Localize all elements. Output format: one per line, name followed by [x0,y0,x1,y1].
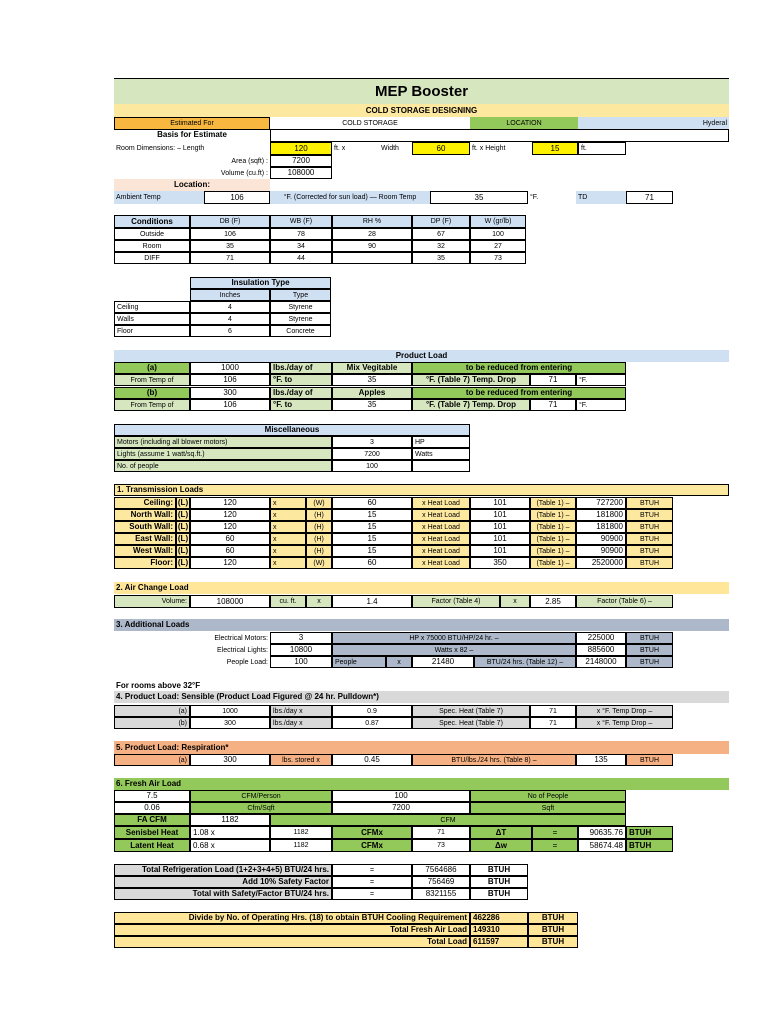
product-load-title: Product Load [114,350,729,362]
conditions-cell: 71 [190,252,270,264]
sensible-mult: 1.08 x [190,826,270,839]
transmission-cell: 60 [190,533,270,545]
latent-mult: 0.68 x [190,839,270,852]
transmission-cell: (Table 1) – [530,533,576,545]
conditions-header: W (gr/lb) [470,215,526,228]
transmission-cell: (L) [177,522,189,531]
conditions-cell: 34 [270,240,332,252]
transmission-cell: Ceiling: [114,497,176,509]
transmission-cell: (L) [177,558,189,567]
air-factor6-label: Factor (Table 6) – [576,595,673,608]
transmission-cell: x [270,497,306,509]
transmission-cell: 101 [470,533,530,545]
totals-cell: = [332,888,412,900]
product-a-label: (a) [114,362,190,374]
sensible-cell: 1000 [190,705,270,717]
product-a-table: °F. (Table 7) Temp. Drop [412,374,530,386]
totals-cell: = [332,864,412,876]
transmission-cell: x [270,557,306,569]
conditions-header: DP (F) [412,215,470,228]
insulation-cell: Floor [114,325,190,337]
product-a-from-label: From Temp of [114,374,190,386]
fa-r1-2: 100 [332,790,470,802]
area-value: 7200 [270,155,332,167]
air-volume: 108000 [190,595,270,608]
respiration-btuh: BTUH [626,754,673,766]
sensible-cell: 0.9 [332,705,412,717]
transmission-cell: (W) [306,557,332,569]
totals-cell: Total with Safety/Factor BTU/24 hrs. [114,888,332,900]
sensible-cfmx: CFMx [332,826,412,839]
product-b-to-val: 35 [332,399,412,411]
transmission-cell: 120 [190,557,270,569]
transmission-cell: 2520000 [576,557,626,569]
estimated-for-label: Estimated For [114,117,270,130]
transmission-cell: (W) [306,497,332,509]
totals-cell: BTUH [470,864,528,876]
product-a-qty: 1000 [190,362,270,374]
people-word: People [332,656,386,668]
people-load-value: 100 [270,656,332,668]
product-b-unit: lbs./day of [270,387,332,399]
sensible-cell: (b) [114,717,190,729]
transmission-cell: BTUH [626,533,673,545]
air-x2: x [500,595,530,608]
people-formula: BTU/24 hrs. (Table 12) – [474,656,576,668]
people-total: 2148000 [576,656,626,668]
transmission-cell: 90900 [576,545,626,557]
final-cell: Total Load [114,936,470,948]
insulation-cell: 6 [190,325,270,337]
product-a-to-val: 35 [332,374,412,386]
page-title: MEP Booster [114,78,729,104]
final-cell: 149310 [470,924,528,936]
motors-total: 225000 [576,632,626,644]
transmission-cell: x Heat Load [412,497,470,509]
length-value[interactable]: 120 [270,142,332,155]
conditions-header: RH % [332,215,412,228]
latent-eq: = [532,839,578,852]
sensible-cell: 300 [190,717,270,729]
ft-label: ft. [578,142,626,155]
final-cell: BTUH [528,936,578,948]
product-a-degf: °F. [576,374,626,386]
respiration-label: (a) [114,754,190,766]
fa-r2-0: 0.06 [114,802,190,814]
fa-cfm-value: 1182 [190,814,270,826]
fa-r2-2: 7200 [332,802,470,814]
people-x: x [386,656,412,668]
transmission-cell: West Wall: [114,545,176,557]
transmission-cell: x Heat Load [412,545,470,557]
width-label: Width [381,145,399,152]
transmission-cell: (H) [306,521,332,533]
additional-title: 3. Additional Loads [114,619,729,631]
width-value[interactable]: 60 [412,142,470,155]
totals-cell: Add 10% Safety Factor [114,876,332,888]
transmission-cell: 120 [190,509,270,521]
sensible-cell: 71 [530,705,576,717]
fa-r1-1: CFM/Person [190,790,332,802]
insulation-cell: Styrene [270,301,331,313]
product-a-drop: 71 [530,374,576,386]
fresh-air-title: 6. Fresh Air Load [114,778,729,790]
transmission-cell: (H) [306,533,332,545]
transmission-cell: (L) [177,546,189,555]
lights-unit: BTUH [626,644,673,656]
conditions-cell: 100 [470,228,526,240]
conditions-cell: 73 [470,252,526,264]
final-cell: BTUH [528,912,578,924]
transmission-cell: x Heat Load [412,557,470,569]
conditions-cell: 106 [190,228,270,240]
height-value[interactable]: 15 [532,142,578,155]
sensible-cell: 71 [530,717,576,729]
transmission-cell: 350 [470,557,530,569]
conditions-header: DB (F) [190,215,270,228]
insulation-cell: Concrete [270,325,331,337]
transmission-cell: 15 [332,509,412,521]
transmission-cell: 101 [470,521,530,533]
transmission-cell: 101 [470,509,530,521]
lights-value: 10800 [270,644,332,656]
motors-unit: BTUH [626,632,673,644]
insulation-cell: Ceiling [114,301,190,313]
insulation-header: Type [270,289,331,301]
air-change-title: 2. Air Change Load [114,582,729,594]
transmission-cell: 120 [190,521,270,533]
misc-title: Miscellaneous [114,424,470,436]
transmission-cell: 181800 [576,509,626,521]
location-heading: Location: [114,179,270,191]
transmission-cell: BTUH [626,497,673,509]
product-b-from: 106 [190,399,270,411]
sensible-cell: (a) [114,705,190,717]
area-label: Area (sqft) : [231,157,268,165]
totals-cell: Total Refrigeration Load (1+2+3+4+5) BTU/24 hrs. [114,864,332,876]
transmission-cell: 60 [190,545,270,557]
transmission-cell: 15 [332,521,412,533]
height-label: ft. x Height [472,145,506,152]
totals-cell: BTUH [470,876,528,888]
sensible-cell: lbs./day x [270,717,332,729]
delta-t-label: ΔT [470,826,532,839]
air-x1: x [306,595,332,608]
insulation-cell: Styrene [270,313,331,325]
conditions-cell: 44 [270,252,332,264]
conditions-cell: Room [114,240,190,252]
totals-cell: 7564686 [412,864,470,876]
transmission-cell: 15 [332,545,412,557]
transmission-cell: 101 [470,545,530,557]
conditions-cell: 90 [332,240,412,252]
ftx-label: ft. x [334,145,346,152]
transmission-cell: (H) [306,509,332,521]
insulation-header: Inches [190,289,270,301]
misc-cell: Motors (including all blower motors) [114,436,332,448]
transmission-cell: BTUH [626,509,673,521]
product-b-table: °F. (Table 7) Temp. Drop [412,399,530,411]
sensible-cfm: 1182 [270,826,332,839]
transmission-cell: 101 [470,497,530,509]
basis-heading: Basis for Estimate [157,130,227,139]
latent-dw-value: 73 [412,839,470,852]
motors-formula: HP x 75000 BTU/HP/24 hr. – [332,632,576,644]
final-cell: 462286 [470,912,528,924]
transmission-cell: 120 [190,497,270,509]
sensible-cell: Spec. Heat (Table 7) [412,705,530,717]
location-label: LOCATION [470,117,578,130]
transmission-cell: (Table 1) – [530,557,576,569]
air-cuft: cu. ft. [270,595,306,608]
fa-cfm-unit: CFM [270,814,626,826]
totals-cell: = [332,876,412,888]
transmission-cell: South Wall: [114,521,176,533]
latent-cfm: 1182 [270,839,332,852]
td-label: TD [576,191,626,204]
room-dimensions-label: Room Dimensions: – Length [116,145,205,152]
transmission-cell: (Table 1) – [530,497,576,509]
transmission-cell: 727200 [576,497,626,509]
transmission-cell: (Table 1) – [530,521,576,533]
lights-label: Electrical Lights: [217,646,268,654]
product-b-label: (b) [114,387,190,399]
conditions-header: Conditions [114,215,190,228]
ambient-value: 106 [204,191,270,204]
transmission-cell: East Wall: [114,533,176,545]
motors-label: Electrical Motors: [214,634,268,642]
insulation-title: Insulation Type [190,277,331,289]
misc-cell: No. of people [114,460,332,472]
product-a-item: Mix Vegitable [332,362,412,374]
fa-r1-0: 7.5 [114,790,190,802]
product-b-note: to be reduced from entering [412,387,626,399]
sensible-value: 90635.76 [578,826,626,839]
transmission-cell: 60 [332,557,412,569]
air-factor: 1.4 [332,595,412,608]
conditions-cell: 35 [412,252,470,264]
latent-cfmx: CFMx [332,839,412,852]
location-value: Hyderal [578,117,729,130]
latent-heat-label: Latent Heat [114,839,190,852]
degf-label: °F. [530,194,539,201]
basis-box [270,129,729,142]
ambient-note: °F. (Corrected for sun load) — Room Temp [270,191,430,204]
transmission-title: 1. Transmission Loads [114,484,729,496]
sensible-cell: Spec. Heat (Table 7) [412,717,530,729]
volume-label: Volume (cu.ft) : [220,169,268,177]
transmission-cell: (L) [177,498,189,507]
respiration-value: 135 [576,754,626,766]
sensible-cell: 0.87 [332,717,412,729]
air-volume-label: Volume: [114,595,190,608]
conditions-cell: DIFF [114,252,190,264]
conditions-cell: 67 [412,228,470,240]
product-b-degf: °F. [576,399,626,411]
totals-cell: BTUH [470,888,528,900]
misc-cell [412,460,470,472]
respiration-factor: 0.45 [332,754,412,766]
final-cell: BTUH [528,924,578,936]
misc-cell: Watts [412,448,470,460]
ambient-label: Ambient Temp [114,191,204,204]
transmission-cell: 181800 [576,521,626,533]
sensible-unit: BTUH [626,826,673,839]
product-a-to: °F. to [270,374,332,386]
respiration-qty: 300 [190,754,270,766]
project-name: COLD STORAGE [342,120,398,127]
transmission-cell: x Heat Load [412,509,470,521]
misc-cell: 3 [332,436,412,448]
rooms-note: For rooms above 32°F [116,680,201,690]
fa-r2-3: Sqft [470,802,626,814]
people-load-label: People Load: [226,658,268,666]
final-cell: Divide by No. of Operating Hrs. (18) to obtain BTUH Cooling Requirement [114,912,470,924]
final-cell: Total Fresh Air Load [114,924,470,936]
page-subtitle: COLD STORAGE DESIGNING [114,104,729,117]
transmission-cell: x [270,533,306,545]
volume-value: 108000 [270,167,332,179]
lights-total: 885600 [576,644,626,656]
conditions-cell: 35 [190,240,270,252]
people-unit: BTUH [626,656,673,668]
product-b-from-label: From Temp of [114,399,190,411]
conditions-cell: 27 [470,240,526,252]
latent-unit: BTUH [626,839,673,852]
product-b-drop: 71 [530,399,576,411]
conditions-header: WB (F) [270,215,332,228]
delta-w-label: Δw [470,839,532,852]
product-a-note: to be reduced from entering [412,362,626,374]
misc-cell: HP [412,436,470,448]
transmission-cell: x Heat Load [412,533,470,545]
air-factor6-val: 2.85 [530,595,576,608]
final-cell: 611597 [470,936,528,948]
transmission-cell: x [270,509,306,521]
sensible-cell: x °F. Temp Drop – [576,717,673,729]
room-temp-value: 35 [430,191,528,204]
motors-value: 3 [270,632,332,644]
td-value: 71 [626,191,673,204]
transmission-cell: (L) [177,534,189,543]
sensible-heat-label: Senisbel Heat [114,826,190,839]
transmission-cell: 15 [332,533,412,545]
transmission-cell: (L) [177,510,189,519]
misc-cell: Lights (assume 1 watt/sq.ft.) [114,448,332,460]
transmission-cell: BTUH [626,557,673,569]
sensible-cell: x °F. Temp Drop – [576,705,673,717]
transmission-cell: x Heat Load [412,521,470,533]
lights-formula: Watts x 82 – [332,644,576,656]
transmission-cell: 90900 [576,533,626,545]
totals-cell: 8321155 [412,888,470,900]
product-a-unit: lbs./day of [270,362,332,374]
fa-r2-1: Cfm/Sqft [190,802,332,814]
sensible-dt-value: 71 [412,826,470,839]
respiration-title: 5. Product Load: Respiration* [114,741,729,754]
transmission-cell: BTUH [626,545,673,557]
fa-cfm-label: FA CFM [114,814,190,826]
conditions-cell: 32 [412,240,470,252]
misc-cell: 100 [332,460,412,472]
transmission-cell: (Table 1) – [530,509,576,521]
fa-r1-3: No of People [470,790,626,802]
sensible-eq: = [532,826,578,839]
conditions-cell: Outside [114,228,190,240]
totals-cell: 756469 [412,876,470,888]
people-factor: 21480 [412,656,474,668]
latent-value: 58674.48 [578,839,626,852]
product-b-item: Apples [332,387,412,399]
insulation-cell: Walls [114,313,190,325]
transmission-cell: x [270,521,306,533]
transmission-cell: North Wall: [114,509,176,521]
product-b-qty: 300 [190,387,270,399]
product-a-from: 106 [190,374,270,386]
conditions-cell [332,252,412,264]
misc-cell: 7200 [332,448,412,460]
transmission-cell: (Table 1) – [530,545,576,557]
insulation-cell: 4 [190,313,270,325]
transmission-cell: Floor: [114,557,176,569]
transmission-cell: (H) [306,545,332,557]
product-b-to: °F. to [270,399,332,411]
transmission-cell: BTUH [626,521,673,533]
conditions-cell: 78 [270,228,332,240]
insulation-cell: 4 [190,301,270,313]
respiration-formula: BTU/lbs./24 hrs. (Table 8) – [412,754,576,766]
transmission-cell: 60 [332,497,412,509]
conditions-cell: 28 [332,228,412,240]
respiration-unit: lbs. stored x [270,754,332,766]
product-sensible-title: 4. Product Load: Sensible (Product Load Figured @ 24 hr. Pulldown*) [114,691,729,703]
air-factor4-label: Factor (Table 4) [412,595,500,608]
transmission-cell: x [270,545,306,557]
sensible-cell: lbs./day x [270,705,332,717]
